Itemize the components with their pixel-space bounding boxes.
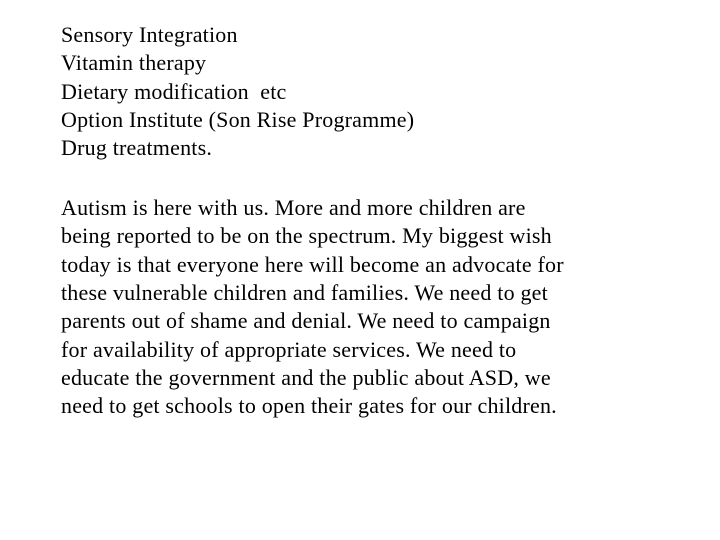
treatment-list xyxy=(61,21,700,163)
paragraph-line: these vulnerable children and families. We need to get xyxy=(61,280,548,306)
paragraph-line: for availability of appropriate services. We need to xyxy=(61,336,517,362)
paragraph-line: parents out of shame and denial. We need to campaign xyxy=(61,308,551,334)
paragraph-line: today is that everyone here will become an advocate for xyxy=(61,251,564,277)
paragraph-line: Autism is here with us. More and more children are xyxy=(61,195,526,220)
paragraph-line: need to get schools to open their gates for our children. xyxy=(61,393,557,419)
advocacy-paragraph xyxy=(61,194,700,421)
treatment-list-line: Option Institute (Son Rise Programme) xyxy=(61,107,415,133)
paragraph-line: being reported to be on the spectrum. My biggest wish xyxy=(61,223,552,249)
treatment-list-line: Drug treatments. xyxy=(61,135,213,161)
treatment-list-line: Dietary modification etc xyxy=(61,78,287,104)
treatment-list-line: Vitamin therapy xyxy=(61,50,207,76)
paragraph-line: educate the government and the public about ASD, we xyxy=(61,365,551,391)
treatment-list-line: Sensory Integration xyxy=(61,22,238,47)
